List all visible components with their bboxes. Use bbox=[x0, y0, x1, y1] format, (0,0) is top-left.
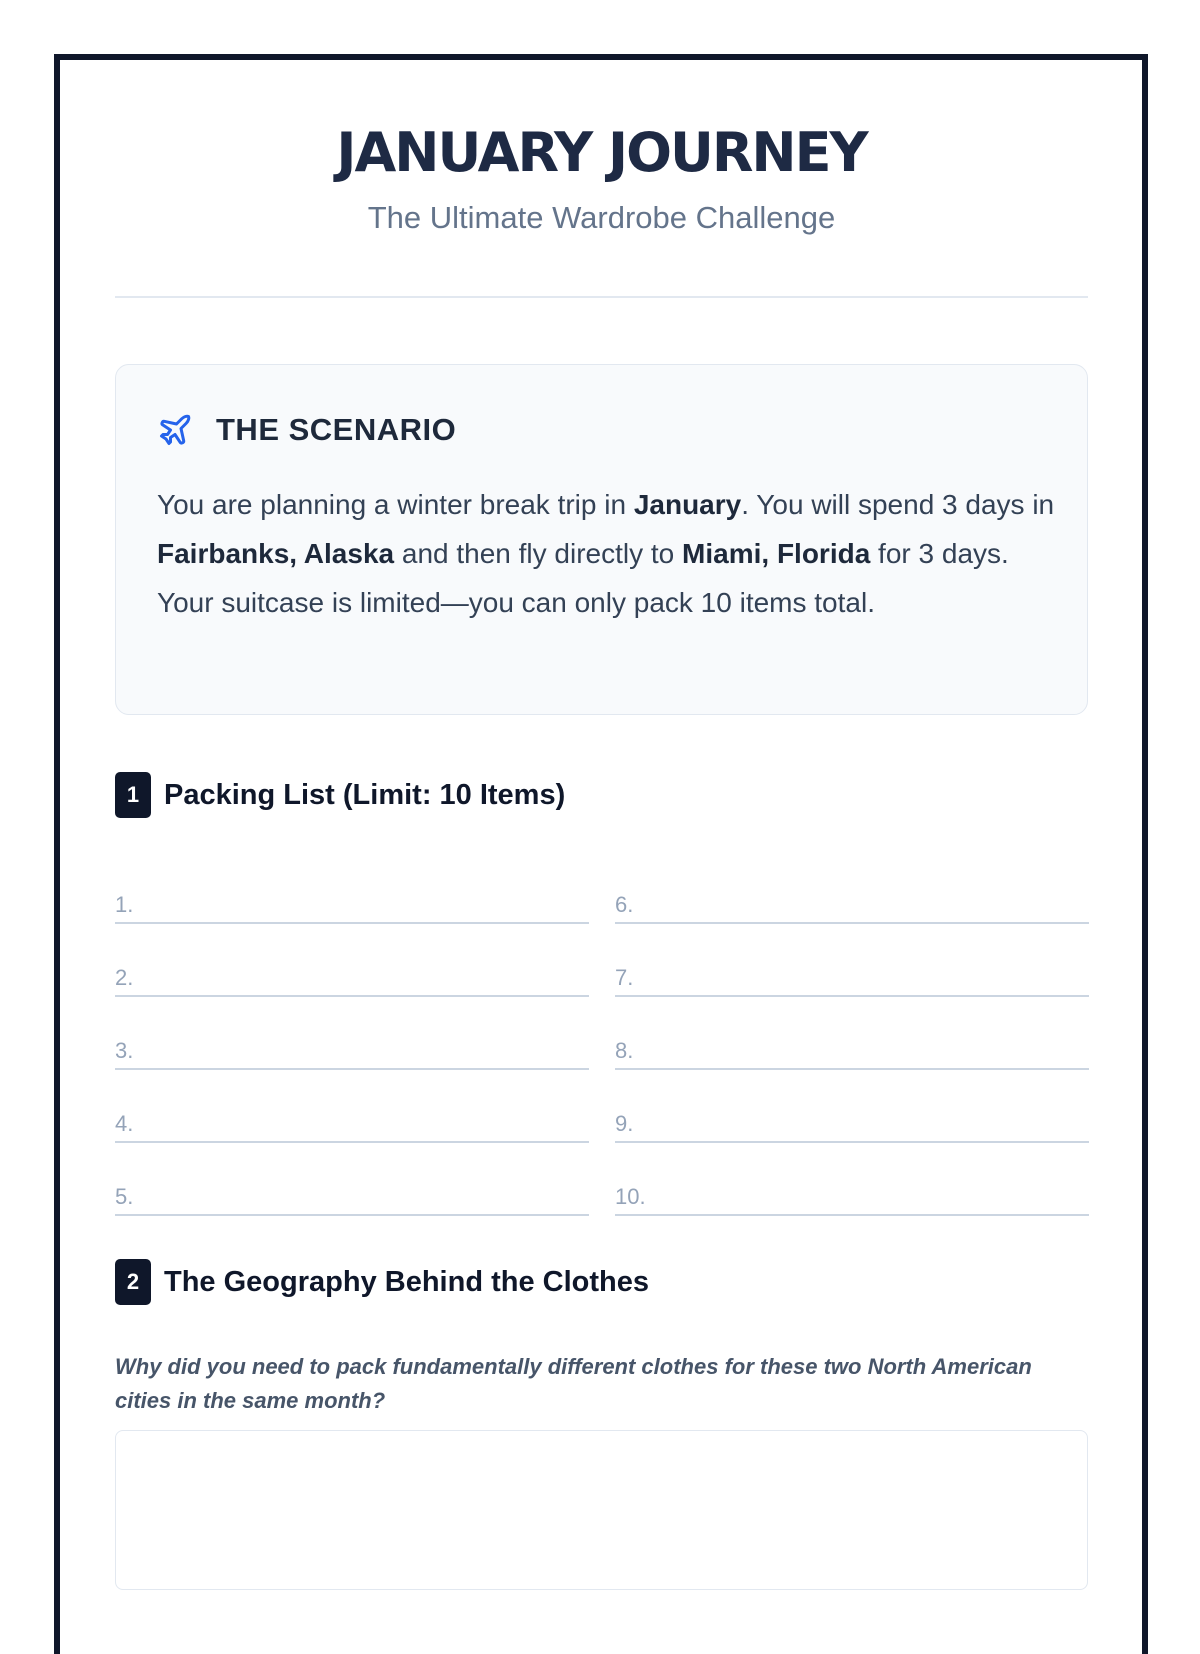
packing-line[interactable] bbox=[115, 878, 589, 924]
packing-line-number: 9. bbox=[615, 1111, 634, 1136]
packing-line-number: 8. bbox=[615, 1038, 634, 1063]
packing-line[interactable] bbox=[115, 1024, 589, 1070]
section-number-badge: 2 bbox=[115, 1259, 151, 1305]
section-title: Packing List (Limit: 10 Items) bbox=[164, 778, 566, 811]
packing-line-number: 6. bbox=[615, 892, 634, 917]
packing-line[interactable] bbox=[615, 1097, 1089, 1143]
header-divider bbox=[115, 296, 1088, 298]
scenario-city-miami: Miami, Florida bbox=[682, 538, 871, 569]
question-prompt: Why did you need to pack fundamentally different clothes for these two North American cities in the same month? bbox=[115, 1354, 1032, 1413]
scenario-text-part: . You will spend 3 days in bbox=[741, 489, 1055, 520]
packing-line[interactable] bbox=[615, 878, 1089, 924]
section-1-header bbox=[115, 772, 565, 818]
scenario-text-part: You are planning a winter break trip in bbox=[157, 489, 634, 520]
scenario-city-fairbanks: Fairbanks, Alaska bbox=[157, 538, 395, 569]
packing-line-number: 7. bbox=[615, 965, 634, 990]
packing-line-number: 5. bbox=[115, 1184, 134, 1209]
section-2-header bbox=[115, 1259, 649, 1305]
packing-line-number: 2. bbox=[115, 965, 134, 990]
answer-box[interactable] bbox=[115, 1430, 1088, 1590]
scenario-month: January bbox=[633, 489, 742, 520]
packing-line-number: 4. bbox=[115, 1111, 134, 1136]
scenario-box bbox=[115, 364, 1088, 715]
scenario-text-part: and then fly directly to bbox=[394, 538, 683, 569]
packing-line[interactable] bbox=[615, 1024, 1089, 1070]
packing-line[interactable] bbox=[115, 951, 589, 997]
packing-line-number: 10. bbox=[615, 1184, 646, 1209]
packing-line[interactable] bbox=[115, 1097, 589, 1143]
scenario-text-part: for 3 days. Your suitcase is limited—you can only pack 10 items total. bbox=[157, 538, 1009, 618]
packing-line[interactable] bbox=[615, 1170, 1089, 1216]
section-number-badge: 1 bbox=[115, 772, 151, 818]
packing-line[interactable] bbox=[615, 951, 1089, 997]
worksheet bbox=[54, 54, 1148, 1654]
section-title: The Geography Behind the Clothes bbox=[164, 1265, 649, 1298]
packing-line[interactable] bbox=[115, 1170, 589, 1216]
packing-line-number: 3. bbox=[115, 1038, 134, 1063]
page-title: JANUARY JOURNEY bbox=[336, 121, 867, 184]
scenario-text bbox=[157, 480, 1057, 627]
packing-line-number: 1. bbox=[115, 892, 134, 917]
airplane-icon bbox=[157, 412, 193, 448]
page-subtitle: The Ultimate Wardrobe Challenge bbox=[367, 200, 836, 235]
scenario-title: THE SCENARIO bbox=[216, 412, 457, 447]
